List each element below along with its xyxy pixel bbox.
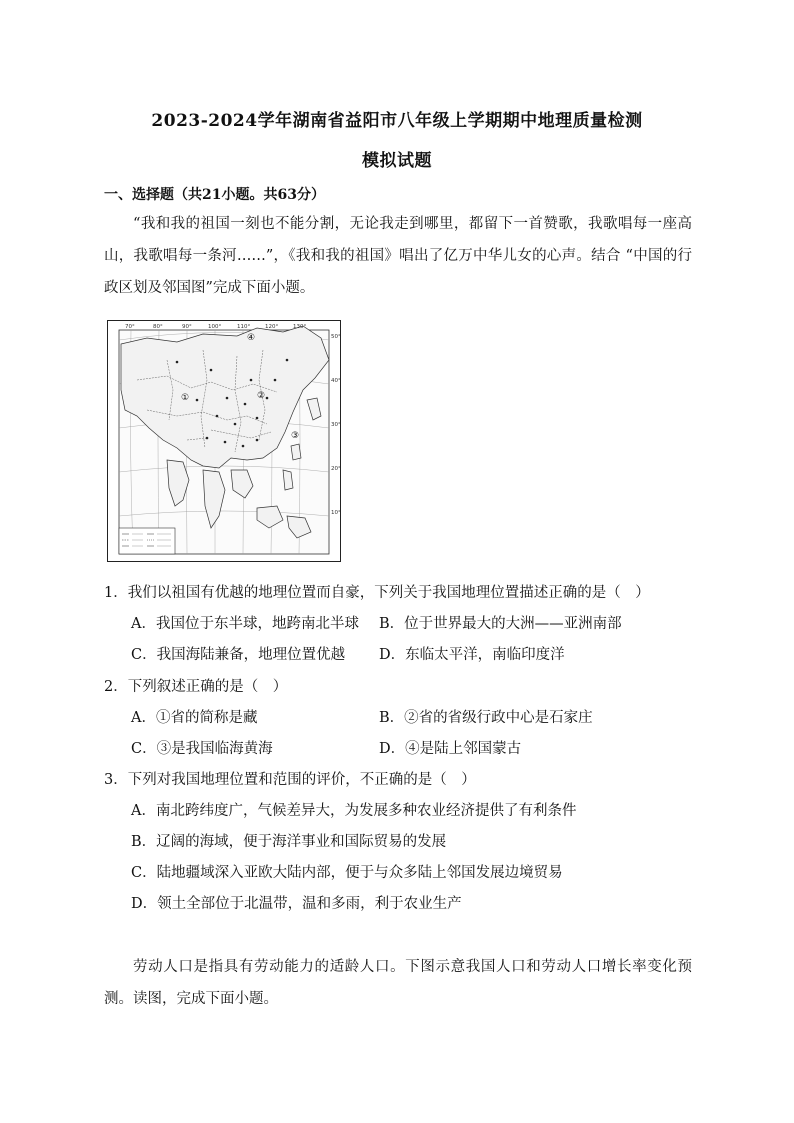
question-3-option-a: A．南北跨纬度广，气候差异大，为发展多种农业经济提供了有利条件 xyxy=(131,803,577,819)
question-2-option-b: B．②省的省级行政中心是石家庄 xyxy=(379,710,593,726)
question-1-option-c: C．我国海陆兼备，地理位置优越 xyxy=(131,647,346,663)
question-2-option-d: D．④是陆上邻国蒙古 xyxy=(379,741,522,757)
region-marker-2: ② xyxy=(257,391,266,401)
lon-label-110: 110° xyxy=(237,324,251,330)
question-1-stem: 1．我们以祖国有优越的地理位置而自豪，下列关于我国地理位置描述正确的是（ ） xyxy=(104,585,650,601)
question-1-option-a: A．我国位于东半球，地跨南北半球 xyxy=(131,616,359,632)
page-subtitle: 模拟试题 xyxy=(362,151,432,171)
question-3-option-d: D．领土全部位于北温带，温和多雨，利于农业生产 xyxy=(131,896,462,912)
lat-label-20: 20° xyxy=(331,466,341,472)
china-admin-map xyxy=(107,320,341,562)
question-3-option-b: B．辽阔的海域，便于海洋事业和国际贸易的发展 xyxy=(131,834,447,850)
lat-label-50: 50° xyxy=(331,334,341,340)
region-marker-4: ④ xyxy=(247,333,256,343)
map-legend xyxy=(119,528,175,554)
lat-label-10: 10° xyxy=(331,510,341,516)
page-title: 2023-2024学年湖南省益阳市八年级上学期期中地理质量检测 xyxy=(151,111,643,131)
lat-label-40: 40° xyxy=(331,378,341,384)
question-1-option-b: B．位于世界最大的大洲——亚洲南部 xyxy=(379,616,622,632)
question-2-stem: 2．下列叙述正确的是（ ） xyxy=(104,679,288,695)
lon-label-70: 70° xyxy=(125,324,135,330)
region-marker-1: ① xyxy=(181,393,190,403)
lon-label-80: 80° xyxy=(153,324,163,330)
passage-1: “我和我的祖国一刻也不能分割，无论我走到哪里，都留下一首赞歌，我歌唱每一座高山，我歌唱每一条河……”，《我和我的祖国》唱出了亿万中华儿女的心声。结合 “中国的行政区划及邻国图”完成下面小题。 xyxy=(104,216,692,296)
passage-2: 劳动人口是指具有劳动能力的适龄人口。下图示意我国人口和劳动人口增长率变化预测。读图，完成下面小题。 xyxy=(104,959,692,1007)
lat-label-30: 30° xyxy=(331,422,341,428)
question-3-stem: 3．下列对我国地理位置和范围的评价，不正确的是（ ） xyxy=(104,772,476,788)
lon-label-100: 100° xyxy=(208,324,222,330)
section-heading: 一、选择题（共21小题。共63分） xyxy=(104,187,325,203)
question-1-option-d: D．东临太平洋，南临印度洋 xyxy=(379,647,565,663)
region-marker-3: ③ xyxy=(291,431,300,441)
lon-label-130: 130° xyxy=(293,324,307,330)
lon-label-120: 120° xyxy=(265,324,279,330)
map-graphic xyxy=(107,320,341,562)
question-3-option-c: C．陆地疆域深入亚欧大陆内部，便于与众多陆上邻国发展边境贸易 xyxy=(131,865,563,881)
lon-label-90: 90° xyxy=(182,324,192,330)
question-2-option-a: A．①省的简称是藏 xyxy=(131,710,258,726)
question-2-option-c: C．③是我国临海黄海 xyxy=(131,741,273,757)
